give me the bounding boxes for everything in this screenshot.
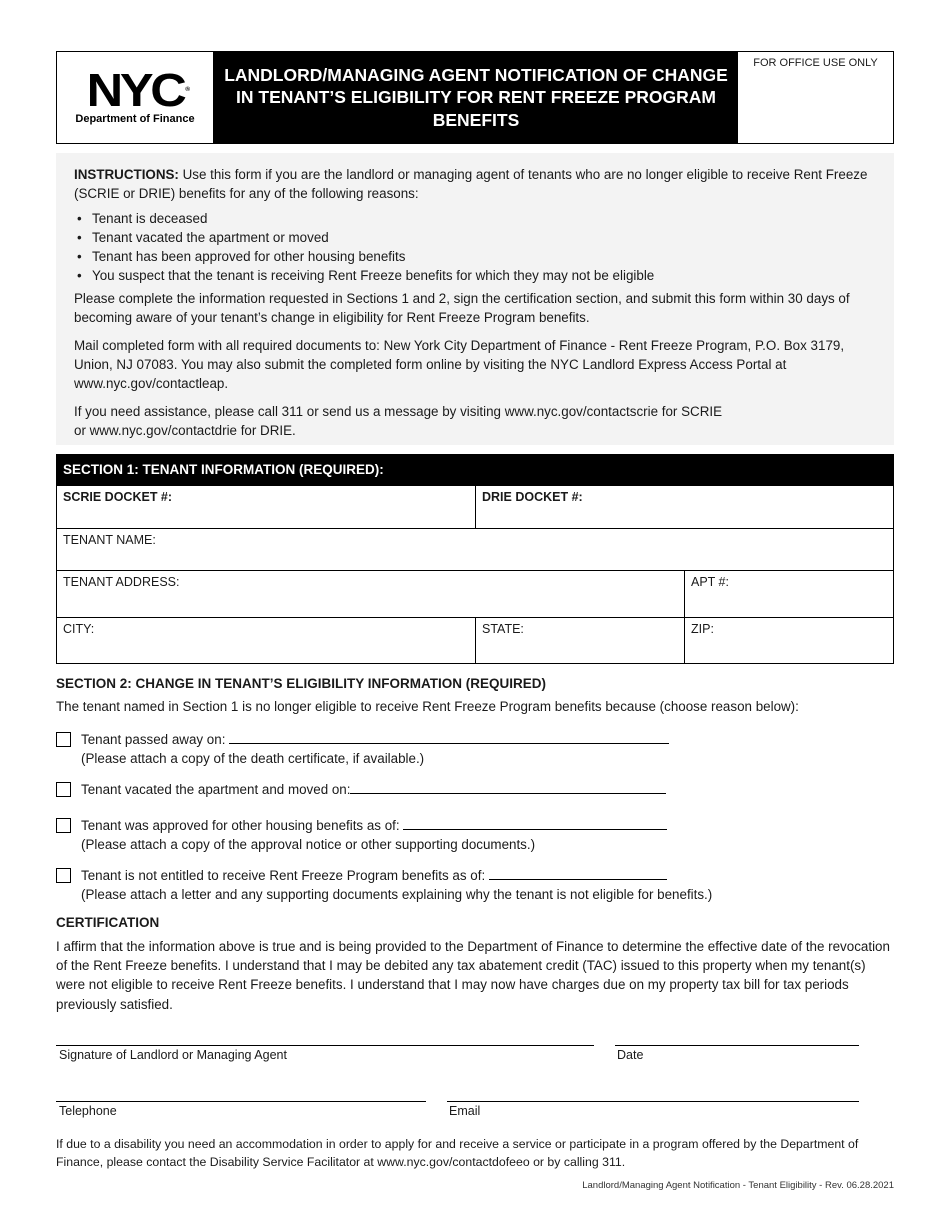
- list-item: • Tenant vacated the apartment or moved: [74, 228, 876, 247]
- drie-docket-label: DRIE DOCKET #:: [482, 490, 583, 504]
- state-field[interactable]: [475, 618, 684, 663]
- apt-field[interactable]: [684, 571, 893, 617]
- department-name: Department of Finance: [75, 113, 195, 125]
- title-block: [214, 52, 738, 143]
- section1-heading: SECTION 1: TENANT INFORMATION (REQUIRED):: [56, 454, 894, 486]
- signature-label: Signature of Landlord or Managing Agent: [59, 1048, 287, 1062]
- email-label: Email: [449, 1104, 481, 1118]
- nyc-logo: [86, 64, 191, 116]
- tenant-address-field[interactable]: [57, 571, 684, 617]
- instructions-lead: [74, 165, 876, 203]
- not-entitled-label: Tenant is not entitled to receive Rent Freeze Program benefits as of:: [81, 868, 489, 883]
- docket-row: [57, 486, 893, 528]
- signature-line[interactable]: [56, 1045, 594, 1046]
- option-passed-away: [56, 730, 669, 768]
- state-label: STATE:: [482, 622, 524, 636]
- other-housing-note: (Please attach a copy of the approval notice or other supporting documents.): [81, 837, 536, 852]
- email-line[interactable]: [447, 1101, 859, 1102]
- instructions-lead-text: Use this form if you are the landlord or managing agent of tenants who are no longer eligible to receive Rent Freeze (SCRIE or DRIE) benefits for any of the following reasons:: [74, 167, 868, 201]
- certification-text: I affirm that the information above is true and is being provided to the Department of Finance to determine the effective date of the revocation of the Rent Freeze benefits. I understand that I may be debited any tax abatement credit (TAC) issued to this property when my tenant(s) were not eligible to receive Rent Freeze benefits. I understand that I may now have charges due on my property tax bill for tax periods previously satisfied.: [56, 939, 890, 1012]
- section2-heading: SECTION 2: CHANGE IN TENANT’S ELIGIBILITY INFORMATION (REQUIRED): [56, 676, 547, 691]
- other-housing-checkbox[interactable]: [56, 818, 71, 833]
- scrie-docket-field[interactable]: [57, 486, 475, 528]
- drie-docket-field[interactable]: [475, 486, 893, 528]
- telephone-line[interactable]: [56, 1101, 426, 1102]
- not-entitled-date-line[interactable]: [489, 866, 667, 880]
- nyc-logo-block: [57, 52, 214, 143]
- telephone-label: Telephone: [59, 1104, 117, 1118]
- scrie-docket-label: SCRIE DOCKET #:: [63, 490, 173, 504]
- option-not-entitled: [56, 866, 712, 904]
- tenant-address-label: TENANT ADDRESS:: [63, 575, 180, 589]
- tenant-info-grid: [56, 486, 894, 664]
- registered-mark: ®: [185, 87, 191, 93]
- option-other-housing: [56, 816, 667, 854]
- assistance-line-1: If you need assistance, please call 311 or send us a message by visiting www.nyc.gov/contactscrie for SCRIE: [74, 404, 723, 419]
- date-line[interactable]: [615, 1045, 859, 1046]
- accessibility-note: If due to a disability you need an accommodation in order to apply for and receive a service or participate in a program offered by the Department of Finance, please contact the Disability Service Facilitator at www.nyc.gov/contactdofeeo or by calling 311.: [56, 1137, 859, 1169]
- not-entitled-note: (Please attach a letter and any supporting documents explaining why the tenant is not eligible for benefits.): [81, 887, 713, 902]
- vacated-date-line[interactable]: [350, 780, 666, 794]
- form-title: LANDLORD/MANAGING AGENT NOTIFICATION OF CHANGE IN TENANT’S ELIGIBILITY FOR RENT FREEZE PROGRAM BENEFITS: [224, 64, 728, 130]
- list-item: • Tenant is deceased: [74, 209, 876, 228]
- option-vacated: [56, 780, 666, 799]
- apt-label: APT #:: [691, 575, 729, 589]
- not-entitled-checkbox[interactable]: [56, 868, 71, 883]
- tenant-name-field[interactable]: [57, 529, 893, 570]
- other-housing-date-line[interactable]: [403, 816, 667, 830]
- passed-away-label: Tenant passed away on:: [81, 732, 230, 747]
- other-housing-label: Tenant was approved for other housing benefits as of:: [81, 818, 404, 833]
- zip-field[interactable]: [684, 618, 893, 663]
- section2-intro: The tenant named in Section 1 is no longer eligible to receive Rent Freeze Program benefits because (choose reason below):: [56, 699, 799, 714]
- office-use-label: FOR OFFICE USE ONLY: [753, 57, 878, 69]
- vacated-checkbox[interactable]: [56, 782, 71, 797]
- list-item: • You suspect that the tenant is receiving Rent Freeze benefits for which they may not be eligible: [74, 266, 876, 285]
- tenant-name-row: [57, 528, 893, 570]
- certification-heading: CERTIFICATION: [56, 915, 160, 930]
- zip-label: ZIP:: [691, 622, 714, 636]
- passed-away-checkbox[interactable]: [56, 732, 71, 747]
- city-field[interactable]: [57, 618, 475, 663]
- passed-away-date-line[interactable]: [229, 730, 669, 744]
- office-use-box: [738, 52, 893, 143]
- instructions-panel: [56, 153, 894, 445]
- reason-list: [74, 209, 876, 285]
- instructions-label: INSTRUCTIONS:: [74, 167, 179, 182]
- form-header: [56, 51, 894, 144]
- tenant-name-label: TENANT NAME:: [63, 533, 156, 547]
- city-state-zip-row: [57, 617, 893, 663]
- instructions-paragraph-assistance: [74, 402, 876, 440]
- tenant-address-row: [57, 570, 893, 617]
- city-label: CITY:: [63, 622, 95, 636]
- instructions-paragraph-complete: Please complete the information requested in Sections 1 and 2, sign the certification section, and submit this form within 30 days of becoming aware of your tenant’s change in eligibility for Rent Freeze Program benefits.: [74, 291, 850, 325]
- vacated-label: Tenant vacated the apartment and moved on:: [81, 782, 351, 797]
- nyc-logo-text: NYC: [86, 64, 184, 116]
- assistance-line-2: or www.nyc.gov/contactdrie for DRIE.: [74, 423, 296, 438]
- passed-away-note: (Please attach a copy of the death certificate, if available.): [81, 751, 425, 766]
- date-label: Date: [617, 1048, 644, 1062]
- instructions-paragraph-mail: Mail completed form with all required documents to: New York City Department of Finance - Rent Freeze Program, P.O. Box 3179, Union, NJ 07083. You may also submit the completed form online by visiting the NYC Landlord Express Access Portal at www.nyc.gov/contactleap.: [74, 338, 845, 391]
- revision-label: Landlord/Managing Agent Notification - Tenant Eligibility - Rev. 06.28.2021: [582, 1180, 894, 1191]
- list-item: • Tenant has been approved for other housing benefits: [74, 247, 876, 266]
